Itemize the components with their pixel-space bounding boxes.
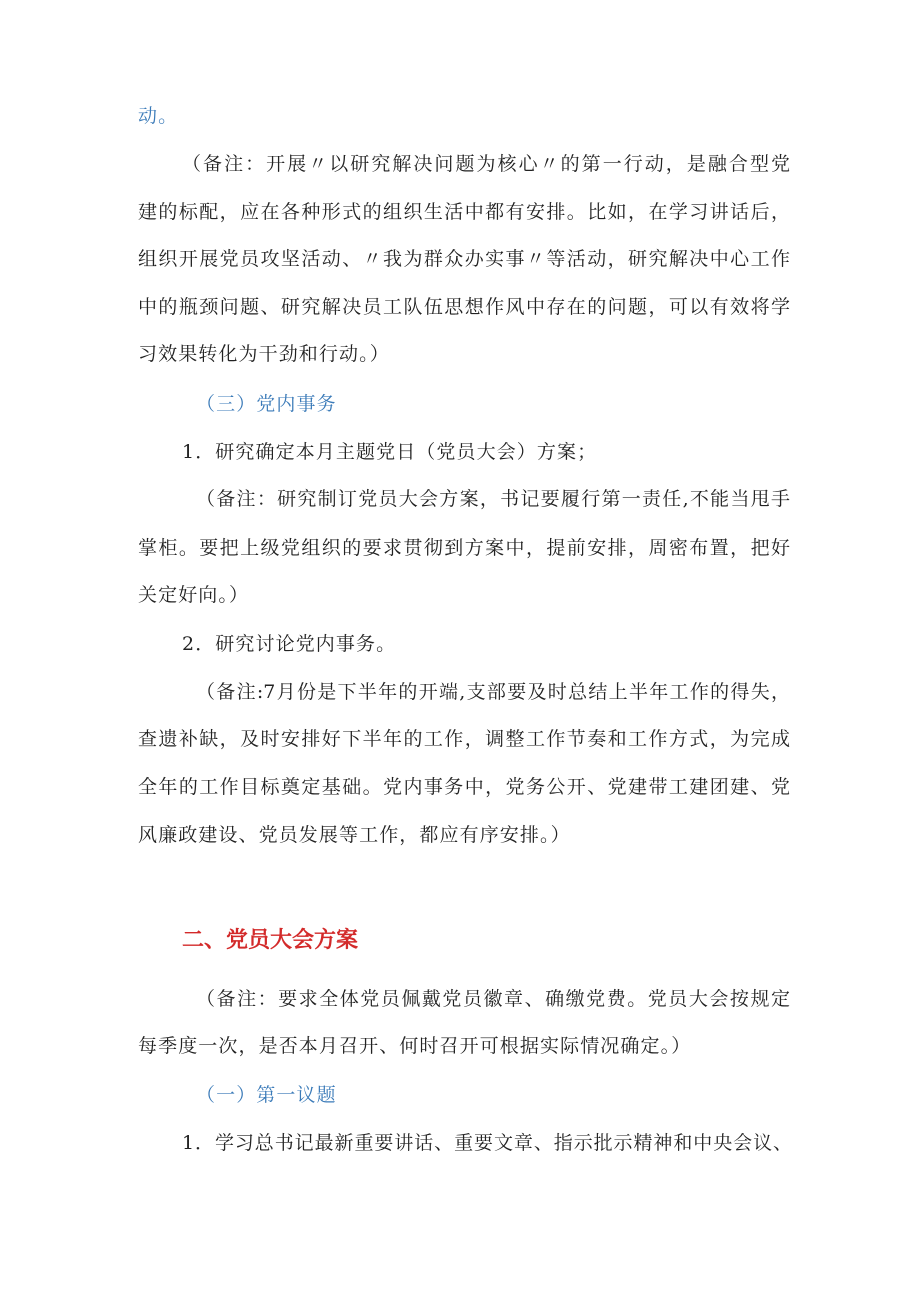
note-1-line-5: 习效果转化为干劲和行动。） xyxy=(138,343,390,365)
note-2-line-2: 掌柜。要把上级党组织的要求贯彻到方案中，提前安排，周密布置，把好 xyxy=(138,537,790,559)
item-3: 1．学习总书记最新重要讲话、重要文章、指示批示精神和中央会议、 xyxy=(182,1132,792,1154)
continuation-text: 动。 xyxy=(138,105,179,127)
section-3-heading: （三）党内事务 xyxy=(196,393,337,415)
note-1-line-4: 中的瓶颈问题、研究解决员工队伍思想作风中存在的问题，可以有效将学 xyxy=(138,296,790,318)
note-2-line-1: （备注：研究制订党员大会方案，书记要履行第一责任,不能当甩手 xyxy=(196,488,790,510)
item-1: 1．研究确定本月主题党日（党员大会）方案； xyxy=(182,441,598,463)
note-1-line-1: （备注：开展〃以研究解决问题为核心〃的第一行动，是融合型党 xyxy=(182,153,790,175)
note-1-line-3: 组织开展党员攻坚活动、〃我为群众办实事〃等活动，研究解决中心工作 xyxy=(138,248,790,270)
note-2-line-3: 关定好向。） xyxy=(138,584,250,606)
note-1-line-2: 建的标配，应在各种形式的组织生活中都有安排。比如，在学习讲话后， xyxy=(138,201,790,223)
section-1-heading: （一）第一议题 xyxy=(196,1084,337,1106)
note-4-line-2: 每季度一次，是否本月召开、何时召开可根据实际情况确定。） xyxy=(138,1035,692,1057)
note-3-line-2: 查遗补缺，及时安排好下半年的工作，调整工作节奏和工作方式，为完成 xyxy=(138,728,790,750)
part-2-heading: 二、党员大会方案 xyxy=(182,928,359,953)
note-4-line-1: （备注：要求全体党员佩戴党员徽章、确缴党费。党员大会按规定 xyxy=(196,988,790,1010)
note-3-line-4: 风廉政建设、党员发展等工作，都应有序安排。） xyxy=(138,824,571,846)
note-3-line-1: （备注:7月份是下半年的开端,支部要及时总结上半年工作的得失， xyxy=(196,681,790,703)
item-2: 2．研究讨论党内事务。 xyxy=(182,633,397,655)
note-3-line-3: 全年的工作目标奠定基础。党内事务中，党务公开、党建带工建团建、党 xyxy=(138,776,790,798)
